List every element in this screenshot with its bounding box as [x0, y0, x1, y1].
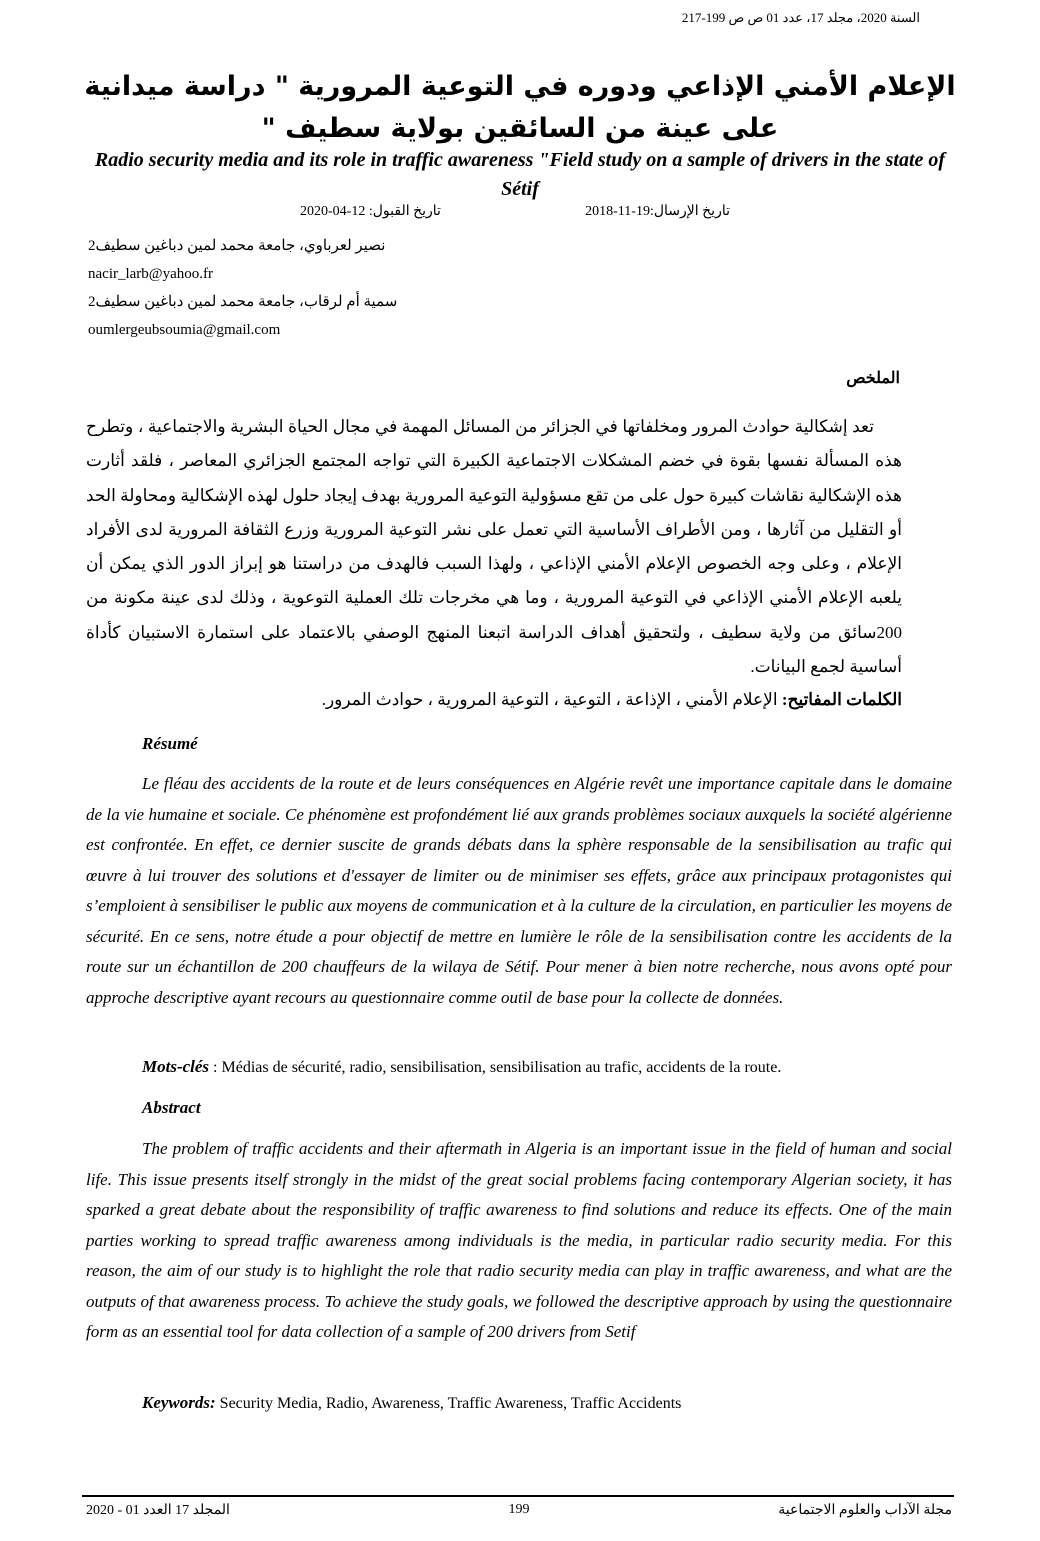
abstract-arabic-heading: الملخص: [846, 370, 900, 387]
keywords-arabic-label: الكلمات المفاتيح:: [781, 690, 902, 709]
resume-heading: Résumé: [142, 734, 198, 753]
abstract-heading: Abstract: [142, 1098, 201, 1117]
mots-cles-line: [142, 1057, 781, 1077]
dates-line: [300, 203, 730, 220]
keywords-line: [142, 1393, 681, 1413]
journal-reference-header: السنة 2020، مجلد 17، عدد 01 ص ص 199-217: [681, 10, 920, 25]
abstract-arabic-body: تعد إشكالية حوادث المرور ومخلفاتها في الجزائر من المسائل المهمة في مجال الحياة البشرية والاجتماعية ، وتطرح هذه المسألة نفسها بقوة في خضم المشكلات الاجتماعية الكبيرة التي تواجه المجتمع الجزائري المعاصر ، فلقد أثارت هذه الإشكالية نقاشات كبيرة حول على من تقع مسؤولية التوعية المرورية بهدف إيجاد حلول لهذه الإشكالية ومحاولة الحد أو التقليل من آثارها ، ومن الأطراف الأساسية التي تعمل على نشر التوعية المرورية وزرع الثقافة المرورية لدى الأفراد الإعلام ، وعلى وجه الخصوص الإعلام الأمني الإذاعي ، ولهذا السبب فالهدف من دراستنا هو إبراز الدور الذي يمكن أن يلعبه الإعلام الأمني الإذاعي في التوعية المرورية ، وما هي مخرجات تلك العملية التوعوية ، وذلك لدى عينة مكونة من 200سائق من ولاية سطيف ، ولتحقيق أهداف الدراسة اتبعنا المنهج الوصفي بالاعتماد على استمارة الاستبيان كأداة أساسية لجمع البيانات.: [86, 417, 902, 677]
mots-cles-list: : Médias de sécurité, radio, sensibilisation, sensibilisation au trafic, accidents de la route.: [209, 1059, 782, 1076]
mots-cles-label: Mots-clés: [142, 1057, 210, 1076]
abstract-body: The problem of traffic accidents and their aftermath in Algeria is an important issue in the field of human and social life. This issue presents itself strongly in the midst of the great social problems facing contemporary Algerian society, it has sparked a great debate about the responsibility of traffic awareness to find solutions and reduce its effects. One of the main parties working to spread traffic awareness among individuals is the media, in particular radio security media. For this reason, the aim of our study is to highlight the role that radio security media can play in traffic awareness, and what are the outputs of that awareness process. To achieve the study goals, we followed the descriptive approach by using the questionnaire form as an essential tool for data collection of a sample of 200 drivers from Setif: [86, 1139, 952, 1341]
keywords-label: Keywords:: [142, 1393, 216, 1412]
footer-divider: [82, 1495, 954, 1497]
keywords-list: Security Media, Radio, Awareness, Traffic Awareness, Traffic Accidents: [215, 1395, 682, 1412]
author-email[interactable]: oumlergeubsoumia@gmail.com: [88, 322, 281, 338]
footer-journal-name: مجلة الآداب والعلوم الاجتماعية: [778, 1503, 952, 1518]
footer-volume-issue: المجلد 17 العدد 01 - 2020: [86, 1503, 230, 1518]
author-affiliation: سمية أم لرقاب، جامعة محمد لمين دباغين سطيف2: [88, 294, 398, 310]
page-number: 199: [508, 1502, 530, 1517]
title-english: Radio security media and its role in traffic awareness "Field study on a sample of drivers in the state of Sétif: [94, 149, 946, 200]
title-arabic: الإعلام الأمني الإذاعي ودوره في التوعية المرورية " دراسة ميدانية على عينة من السائقين بولاية سطيف ": [84, 71, 956, 144]
author-affiliation: نصير لعرباوي، جامعة محمد لمين دباغين سطيف2: [88, 238, 386, 254]
keywords-arabic: [120, 690, 902, 710]
acceptance-date: تاريخ القبول: 12-04-2020: [300, 204, 441, 219]
author-email[interactable]: nacir_larb@yahoo.fr: [88, 266, 214, 282]
authors-block: [88, 232, 488, 344]
keywords-arabic-list: الإعلام الأمني ، الإذاعة ، التوعية ، التوعية المرورية ، حوادث المرور.: [321, 690, 778, 709]
submission-date: تاريخ الإرسال:19-11-2018: [585, 204, 730, 219]
resume-body: Le fléau des accidents de la route et de leurs conséquences en Algérie revêt une importance capitale dans le domaine de la vie humaine et sociale. Ce phénomène est profondément lié aux grands problèmes sociaux auxquels la société algérienne est confrontée. En effet, ce dernier suscite de grands débats dans la sphère responsable de la sensibilisation au trafic qui œuvre à lui trouver des solutions et d'essayer de limiter ou de minimiser ses effets, grâce aux principaux protagonistes qui s’emploient à sensibiliser le public aux moyens de communication et à la culture de la circulation, en particulier les moyens de sécurité. En ce sens, notre étude a pour objectif de mettre en lumière le rôle de la sensibilisation contre les accidents de la route sur un échantillon de 200 chauffeurs de la wilaya de Sétif. Pour mener à bien notre recherche, nous avons opté pour approche descriptive ayant recours au questionnaire comme outil de base pour la collecte de données.: [86, 774, 952, 1007]
